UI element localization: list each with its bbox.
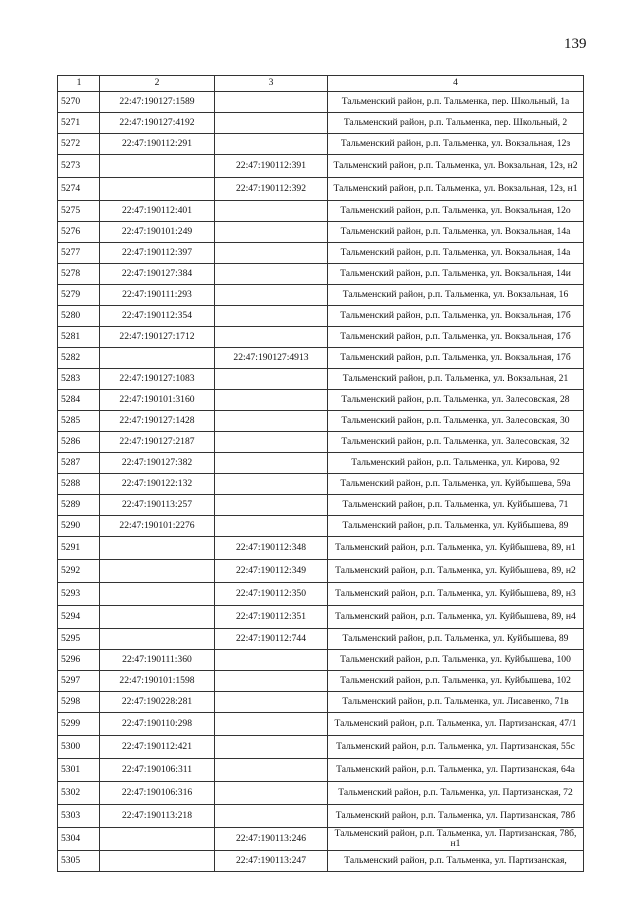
row-number-cell: 5297 — [58, 671, 100, 692]
table-row — [58, 113, 584, 134]
building-cadastral-number-cell: 22:47:190112:351 — [215, 606, 328, 629]
row-number-cell: 5288 — [58, 474, 100, 495]
address-cell: Тальменский район, р.п. Тальменка, ул. Вокзальная, 12з, н2 — [328, 155, 584, 178]
column-header-2: 2 — [100, 76, 215, 92]
cadastral-number-cell — [100, 606, 215, 629]
row-number-cell: 5290 — [58, 516, 100, 537]
address-cell: Тальменский район, р.п. Тальменка, пер. Школьный, 1а — [328, 92, 584, 113]
cadastral-number-cell: 22:47:190110:298 — [100, 713, 215, 736]
row-number-cell: 5286 — [58, 432, 100, 453]
table-row — [58, 155, 584, 178]
row-number-cell: 5296 — [58, 650, 100, 671]
row-number-cell: 5303 — [58, 805, 100, 828]
address-cell: Тальменский район, р.п. Тальменка, ул. Залесовская, 28 — [328, 390, 584, 411]
building-cadastral-number-cell: 22:47:190112:349 — [215, 560, 328, 583]
cadastral-number-cell — [100, 155, 215, 178]
address-cell: Тальменский район, р.п. Тальменка, ул. Куйбышева, 89, н4 — [328, 606, 584, 629]
building-cadastral-number-cell — [215, 759, 328, 782]
address-cell: Тальменский район, р.п. Тальменка, ул. Куйбышева, 102 — [328, 671, 584, 692]
table-row — [58, 222, 584, 243]
cadastral-number-cell: 22:47:190112:421 — [100, 736, 215, 759]
cadastral-number-cell — [100, 178, 215, 201]
building-cadastral-number-cell — [215, 782, 328, 805]
building-cadastral-number-cell — [215, 201, 328, 222]
table-row — [58, 759, 584, 782]
table-row — [58, 828, 584, 851]
cadastral-number-cell: 22:47:190112:397 — [100, 243, 215, 264]
cadastral-number-cell: 22:47:190106:311 — [100, 759, 215, 782]
row-number-cell: 5271 — [58, 113, 100, 134]
row-number-cell: 5282 — [58, 348, 100, 369]
table-row — [58, 713, 584, 736]
cadastral-number-cell — [100, 629, 215, 650]
table-row — [58, 390, 584, 411]
address-cell: Тальменский район, р.п. Тальменка, ул. Куйбышева, 89, н3 — [328, 583, 584, 606]
table-row — [58, 629, 584, 650]
address-cell: Тальменский район, р.п. Тальменка, ул. Партизанская, 78б, н1 — [328, 828, 584, 851]
table-row — [58, 606, 584, 629]
building-cadastral-number-cell — [215, 650, 328, 671]
address-cell: Тальменский район, р.п. Тальменка, ул. Партизанская, 72 — [328, 782, 584, 805]
table-row — [58, 474, 584, 495]
cadastral-number-cell: 22:47:190112:401 — [100, 201, 215, 222]
address-cell: Тальменский район, р.п. Тальменка, ул. Куйбышева, 89 — [328, 516, 584, 537]
cadastral-number-cell: 22:47:190127:4192 — [100, 113, 215, 134]
table-row — [58, 327, 584, 348]
row-number-cell: 5298 — [58, 692, 100, 713]
building-cadastral-number-cell — [215, 113, 328, 134]
row-number-cell: 5278 — [58, 264, 100, 285]
cadastral-number-cell: 22:47:190101:2276 — [100, 516, 215, 537]
building-cadastral-number-cell — [215, 453, 328, 474]
address-cell: Тальменский район, р.п. Тальменка, ул. Вокзальная, 14и — [328, 264, 584, 285]
table-row — [58, 453, 584, 474]
cadastral-number-cell: 22:47:190112:291 — [100, 134, 215, 155]
cadastral-number-cell — [100, 537, 215, 560]
cadastral-number-cell: 22:47:190101:3160 — [100, 390, 215, 411]
table-row — [58, 537, 584, 560]
row-number-cell: 5276 — [58, 222, 100, 243]
address-cell: Тальменский район, р.п. Тальменка, ул. Партизанская, — [328, 851, 584, 872]
cadastral-number-cell — [100, 828, 215, 851]
row-number-cell: 5272 — [58, 134, 100, 155]
row-number-cell: 5294 — [58, 606, 100, 629]
row-number-cell: 5285 — [58, 411, 100, 432]
row-number-cell: 5274 — [58, 178, 100, 201]
cadastral-number-cell: 22:47:190113:218 — [100, 805, 215, 828]
cadastral-number-cell: 22:47:190113:257 — [100, 495, 215, 516]
column-header-1: 1 — [58, 76, 100, 92]
building-cadastral-number-cell: 22:47:190112:348 — [215, 537, 328, 560]
address-cell: Тальменский район, р.п. Тальменка, ул. Куйбышева, 59а — [328, 474, 584, 495]
address-cell: Тальменский район, р.п. Тальменка, ул. Вокзальная, 12з, н1 — [328, 178, 584, 201]
table-row — [58, 671, 584, 692]
address-cell: Тальменский район, р.п. Тальменка, ул. Партизанская, 55с — [328, 736, 584, 759]
table-row — [58, 134, 584, 155]
building-cadastral-number-cell — [215, 306, 328, 327]
cadastral-number-cell: 22:47:190111:360 — [100, 650, 215, 671]
building-cadastral-number-cell — [215, 134, 328, 155]
building-cadastral-number-cell — [215, 390, 328, 411]
cadastral-number-cell: 22:47:190127:1712 — [100, 327, 215, 348]
address-cell: Тальменский район, р.п. Тальменка, ул. Вокзальная, 14а — [328, 222, 584, 243]
cadastral-number-cell: 22:47:190122:132 — [100, 474, 215, 495]
cadastral-number-cell: 22:47:190106:316 — [100, 782, 215, 805]
address-cell: Тальменский район, р.п. Тальменка, ул. Вокзальная, 16 — [328, 285, 584, 306]
building-cadastral-number-cell — [215, 495, 328, 516]
address-cell: Тальменский район, р.п. Тальменка, ул. Куйбышева, 89, н2 — [328, 560, 584, 583]
cadastral-number-cell: 22:47:190127:384 — [100, 264, 215, 285]
building-cadastral-number-cell — [215, 692, 328, 713]
table-row — [58, 851, 584, 872]
address-cell: Тальменский район, р.п. Тальменка, ул. Куйбышева, 89 — [328, 629, 584, 650]
cadastral-number-cell — [100, 583, 215, 606]
cadastral-number-cell: 22:47:190111:293 — [100, 285, 215, 306]
row-number-cell: 5289 — [58, 495, 100, 516]
row-number-cell: 5287 — [58, 453, 100, 474]
building-cadastral-number-cell — [215, 474, 328, 495]
address-cell: Тальменский район, р.п. Тальменка, ул. Вокзальная, 14а — [328, 243, 584, 264]
building-cadastral-number-cell — [215, 285, 328, 306]
address-cell: Тальменский район, р.п. Тальменка, ул. Залесовская, 32 — [328, 432, 584, 453]
table-row — [58, 650, 584, 671]
building-cadastral-number-cell — [215, 736, 328, 759]
cadastral-number-cell: 22:47:190101:249 — [100, 222, 215, 243]
building-cadastral-number-cell: 22:47:190127:4913 — [215, 348, 328, 369]
table-row — [58, 411, 584, 432]
address-cell: Тальменский район, р.п. Тальменка, ул. Вокзальная, 12з — [328, 134, 584, 155]
table-row — [58, 201, 584, 222]
building-cadastral-number-cell — [215, 671, 328, 692]
building-cadastral-number-cell — [215, 222, 328, 243]
address-cell: Тальменский район, р.п. Тальменка, ул. Кирова, 92 — [328, 453, 584, 474]
table-row — [58, 243, 584, 264]
address-cell: Тальменский район, р.п. Тальменка, ул. Лисавенко, 71в — [328, 692, 584, 713]
row-number-cell: 5270 — [58, 92, 100, 113]
cadastral-number-cell: 22:47:190127:1428 — [100, 411, 215, 432]
address-cell: Тальменский район, р.п. Тальменка, ул. Залесовская, 30 — [328, 411, 584, 432]
address-cell: Тальменский район, р.п. Тальменка, ул. Партизанская, 47/1 — [328, 713, 584, 736]
address-cell: Тальменский район, р.п. Тальменка, ул. Вокзальная, 17б — [328, 327, 584, 348]
building-cadastral-number-cell: 22:47:190112:391 — [215, 155, 328, 178]
address-cell: Тальменский район, р.п. Тальменка, ул. Партизанская, 78б — [328, 805, 584, 828]
address-cell: Тальменский район, р.п. Тальменка, ул. Вокзальная, 12о — [328, 201, 584, 222]
row-number-cell: 5292 — [58, 560, 100, 583]
building-cadastral-number-cell — [215, 411, 328, 432]
table-row — [58, 805, 584, 828]
table-row — [58, 178, 584, 201]
cadastral-number-cell — [100, 851, 215, 872]
table-row — [58, 348, 584, 369]
address-cell: Тальменский район, р.п. Тальменка, ул. Куйбышева, 89, н1 — [328, 537, 584, 560]
table-row — [58, 369, 584, 390]
building-cadastral-number-cell: 22:47:190113:246 — [215, 828, 328, 851]
table-row — [58, 285, 584, 306]
address-cell: Тальменский район, р.п. Тальменка, ул. Куйбышева, 100 — [328, 650, 584, 671]
cadastral-number-cell: 22:47:190127:382 — [100, 453, 215, 474]
address-cell: Тальменский район, р.п. Тальменка, ул. Партизанская, 64а — [328, 759, 584, 782]
cadastral-number-cell: 22:47:190112:354 — [100, 306, 215, 327]
cadastral-number-cell — [100, 348, 215, 369]
building-cadastral-number-cell — [215, 243, 328, 264]
address-cell: Тальменский район, р.п. Тальменка, ул. Вокзальная, 17б — [328, 348, 584, 369]
table-row — [58, 495, 584, 516]
page-number: 139 — [564, 36, 587, 52]
table-row — [58, 736, 584, 759]
building-cadastral-number-cell: 22:47:190112:392 — [215, 178, 328, 201]
table-row — [58, 782, 584, 805]
address-cell: Тальменский район, р.п. Тальменка, ул. Вокзальная, 21 — [328, 369, 584, 390]
row-number-cell: 5284 — [58, 390, 100, 411]
row-number-cell: 5273 — [58, 155, 100, 178]
row-number-cell: 5279 — [58, 285, 100, 306]
building-cadastral-number-cell: 22:47:190113:247 — [215, 851, 328, 872]
address-cell: Тальменский район, р.п. Тальменка, ул. Куйбышева, 71 — [328, 495, 584, 516]
building-cadastral-number-cell — [215, 92, 328, 113]
building-cadastral-number-cell: 22:47:190112:350 — [215, 583, 328, 606]
cadastral-number-cell: 22:47:190127:2187 — [100, 432, 215, 453]
cadastral-number-cell — [100, 560, 215, 583]
row-number-cell: 5275 — [58, 201, 100, 222]
building-cadastral-number-cell — [215, 805, 328, 828]
table-row — [58, 583, 584, 606]
building-cadastral-number-cell — [215, 369, 328, 390]
row-number-cell: 5299 — [58, 713, 100, 736]
row-number-cell: 5291 — [58, 537, 100, 560]
address-cell: Тальменский район, р.п. Тальменка, ул. Вокзальная, 17б — [328, 306, 584, 327]
table-row — [58, 692, 584, 713]
row-number-cell: 5277 — [58, 243, 100, 264]
cadastral-table — [57, 75, 584, 872]
row-number-cell: 5283 — [58, 369, 100, 390]
row-number-cell: 5304 — [58, 828, 100, 851]
column-header-4: 4 — [328, 76, 584, 92]
row-number-cell: 5305 — [58, 851, 100, 872]
building-cadastral-number-cell — [215, 432, 328, 453]
row-number-cell: 5302 — [58, 782, 100, 805]
row-number-cell: 5280 — [58, 306, 100, 327]
table-row — [58, 92, 584, 113]
table-row — [58, 432, 584, 453]
cadastral-number-cell: 22:47:190127:1083 — [100, 369, 215, 390]
building-cadastral-number-cell — [215, 713, 328, 736]
table-row — [58, 560, 584, 583]
building-cadastral-number-cell — [215, 264, 328, 285]
table-row — [58, 516, 584, 537]
table-row — [58, 264, 584, 285]
table-header-row — [58, 76, 584, 92]
address-cell: Тальменский район, р.п. Тальменка, пер. Школьный, 2 — [328, 113, 584, 134]
row-number-cell: 5301 — [58, 759, 100, 782]
column-header-3: 3 — [215, 76, 328, 92]
row-number-cell: 5293 — [58, 583, 100, 606]
row-number-cell: 5295 — [58, 629, 100, 650]
building-cadastral-number-cell: 22:47:190112:744 — [215, 629, 328, 650]
row-number-cell: 5300 — [58, 736, 100, 759]
table-row — [58, 306, 584, 327]
cadastral-number-cell: 22:47:190101:1598 — [100, 671, 215, 692]
row-number-cell: 5281 — [58, 327, 100, 348]
building-cadastral-number-cell — [215, 327, 328, 348]
building-cadastral-number-cell — [215, 516, 328, 537]
cadastral-number-cell: 22:47:190127:1589 — [100, 92, 215, 113]
cadastral-number-cell: 22:47:190228:281 — [100, 692, 215, 713]
